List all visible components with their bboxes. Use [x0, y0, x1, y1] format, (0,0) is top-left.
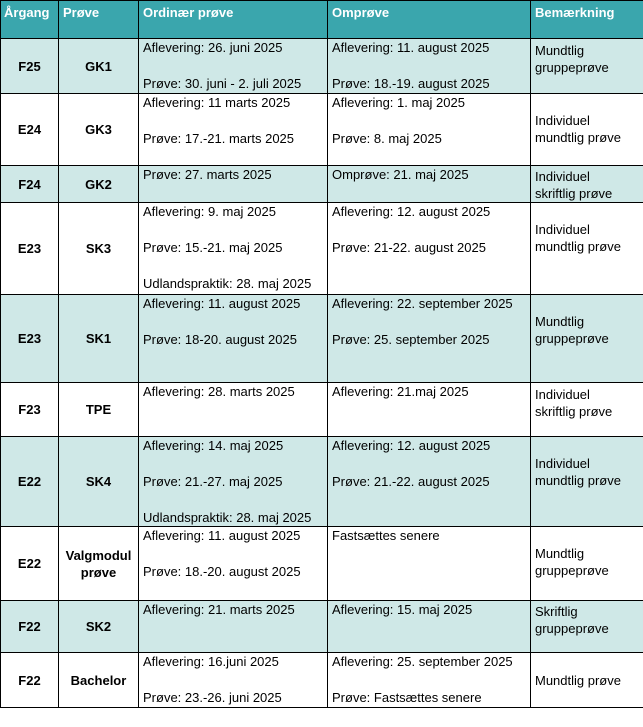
- ordinary-exam-cell: [139, 653, 328, 708]
- ordinary-line: Aflevering: 11. august 2025: [143, 528, 301, 543]
- retake-cell: [328, 295, 531, 383]
- ordinary-line: Udlandspraktik: 28. maj 2025: [143, 276, 312, 291]
- note-line: skriftlig prøve: [535, 404, 613, 419]
- note-line: mundtlig prøve: [535, 473, 621, 488]
- remark-cell: [531, 39, 643, 94]
- ordinary-line: Prøve: 18.-20. august 2025: [143, 564, 301, 579]
- exam-name-line: Valgmodul: [65, 547, 132, 563]
- ordinary-line: Aflevering: 11 marts 2025: [143, 95, 291, 110]
- ordinary-line: Prøve: 15.-21. maj 2025: [143, 240, 283, 255]
- table-row: [1, 295, 643, 383]
- ordinary-line: Prøve: 30. juni - 2. juli 2025: [143, 76, 302, 91]
- ordinary-line: Prøve: 27. marts 2025: [143, 167, 272, 182]
- retake-line: Prøve: 25. september 2025: [332, 332, 490, 347]
- header-cohort: Årgang: [1, 1, 59, 39]
- ordinary-exam-cell: [139, 383, 328, 437]
- remark-cell: [531, 601, 643, 653]
- cohort-cell: F23: [1, 383, 59, 437]
- retake-cell: [328, 39, 531, 94]
- retake-line: Aflevering: 15. maj 2025: [332, 602, 473, 617]
- exam-cell: [59, 94, 139, 166]
- ordinary-exam-cell: [139, 437, 328, 527]
- exam-name-line: prøve: [80, 564, 117, 580]
- exam-cell: [59, 601, 139, 653]
- remark-cell: [531, 295, 643, 383]
- retake-line: Aflevering: 1. maj 2025: [332, 95, 465, 110]
- note-line: mundtlig prøve: [535, 130, 621, 145]
- remark-cell: [531, 383, 643, 437]
- ordinary-exam-cell: [139, 39, 328, 94]
- cohort-cell: E24: [1, 94, 59, 166]
- note-line: Skriftlig: [535, 604, 578, 619]
- remark-cell: [531, 653, 643, 708]
- table-row: [1, 203, 643, 295]
- remark-cell: [531, 527, 643, 601]
- ordinary-line: Aflevering: 11. august 2025: [143, 296, 301, 311]
- exam-cell: [59, 295, 139, 383]
- cohort-cell: F24: [1, 166, 59, 203]
- header-remark: Bemærkning: [531, 1, 643, 39]
- note-line: gruppeprøve: [535, 563, 609, 578]
- retake-line: Fastsættes senere: [332, 528, 440, 543]
- note-line: Mundtlig: [535, 43, 585, 58]
- exam-name-line: SK1: [85, 331, 112, 346]
- exam-name-line: Bachelor: [70, 672, 127, 688]
- ordinary-exam-cell: [139, 203, 328, 295]
- retake-cell: [328, 653, 531, 708]
- retake-cell: [328, 437, 531, 527]
- ordinary-line: Aflevering: 16.juni 2025: [143, 654, 279, 669]
- note-line: Individuel: [535, 169, 590, 184]
- exam-cell: [59, 653, 139, 708]
- cohort-cell: F22: [1, 653, 59, 708]
- remark-cell: [531, 166, 643, 203]
- cohort-cell: F25: [1, 39, 59, 94]
- ordinary-exam-cell: [139, 295, 328, 383]
- exam-cell: [59, 437, 139, 527]
- table-row: [1, 653, 643, 708]
- retake-line: Aflevering: 25. september 2025: [332, 654, 513, 669]
- ordinary-line: Prøve: 23.-26. juni 2025: [143, 690, 282, 705]
- retake-cell: [328, 383, 531, 437]
- retake-line: Prøve: 18.-19. august 2025: [332, 76, 490, 91]
- retake-cell: [328, 601, 531, 653]
- retake-cell: [328, 203, 531, 295]
- exam-name-line: GK3: [85, 122, 112, 137]
- note-line: mundtlig prøve: [535, 239, 621, 254]
- cohort-cell: F22: [1, 601, 59, 653]
- ordinary-line: Prøve: 18-20. august 2025: [143, 332, 297, 347]
- remark-cell: [531, 437, 643, 527]
- note-line: skriftlig prøve: [535, 186, 613, 201]
- exam-name-line: SK3: [85, 241, 112, 256]
- note-line: Mundtlig: [535, 546, 585, 561]
- note-line: Individuel: [535, 456, 590, 471]
- table-row: [1, 601, 643, 653]
- exam-name-line: GK1: [85, 58, 112, 74]
- exam-cell: [59, 383, 139, 437]
- ordinary-exam-cell: [139, 601, 328, 653]
- header-exam: Prøve: [59, 1, 139, 39]
- retake-line: Aflevering: 21.maj 2025: [332, 384, 469, 399]
- ordinary-line: Aflevering: 28. marts 2025: [143, 384, 295, 399]
- exam-cell: [59, 39, 139, 94]
- retake-line: Prøve: 21-22. august 2025: [332, 240, 486, 255]
- remark-cell: [531, 203, 643, 295]
- retake-line: Aflevering: 22. september 2025: [332, 296, 513, 311]
- exam-cell: [59, 203, 139, 295]
- ordinary-line: Aflevering: 14. maj 2025: [143, 438, 284, 453]
- retake-cell: [328, 166, 531, 203]
- table-row: [1, 39, 643, 94]
- header-retake: Omprøve: [328, 1, 531, 39]
- table-header-row: [1, 1, 643, 39]
- ordinary-exam-cell: [139, 94, 328, 166]
- note-line: Mundtlig: [535, 314, 585, 329]
- cohort-cell: E22: [1, 527, 59, 601]
- ordinary-line: Prøve: 21.-27. maj 2025: [143, 474, 283, 489]
- table-row: [1, 437, 643, 527]
- ordinary-line: Aflevering: 9. maj 2025: [143, 204, 276, 219]
- retake-line: Omprøve: 21. maj 2025: [332, 167, 469, 182]
- ordinary-line: Aflevering: 21. marts 2025: [143, 602, 295, 617]
- note-line: gruppeprøve: [535, 60, 609, 75]
- exam-cell: [59, 166, 139, 203]
- header-ordinary-exam: Ordinær prøve: [139, 1, 328, 39]
- table-row: [1, 166, 643, 203]
- retake-line: Aflevering: 12. august 2025: [332, 204, 491, 219]
- retake-line: Prøve: 8. maj 2025: [332, 131, 442, 146]
- exam-name-line: GK2: [85, 176, 112, 192]
- table-row: [1, 94, 643, 166]
- note-line: Individuel: [535, 113, 590, 128]
- retake-cell: [328, 527, 531, 601]
- note-line: Individuel: [535, 387, 590, 402]
- ordinary-line: Aflevering: 26. juni 2025: [143, 40, 283, 55]
- note-line: gruppeprøve: [535, 331, 609, 346]
- note-line: gruppeprøve: [535, 621, 609, 636]
- table-row: [1, 527, 643, 601]
- cohort-cell: E23: [1, 295, 59, 383]
- note-line: Mundtlig prøve: [535, 672, 621, 688]
- remark-cell: [531, 94, 643, 166]
- ordinary-line: Prøve: 17.-21. marts 2025: [143, 131, 295, 146]
- ordinary-line: Udlandspraktik: 28. maj 2025: [143, 510, 312, 525]
- note-line: Individuel: [535, 222, 590, 237]
- retake-line: Aflevering: 11. august 2025: [332, 40, 490, 55]
- ordinary-exam-cell: [139, 166, 328, 203]
- ordinary-exam-cell: [139, 527, 328, 601]
- cohort-cell: E22: [1, 437, 59, 527]
- table-row: [1, 383, 643, 437]
- exam-name-line: TPE: [85, 402, 112, 417]
- retake-line: Aflevering: 12. august 2025: [332, 438, 491, 453]
- exam-name-line: SK2: [85, 619, 112, 634]
- exam-cell: [59, 527, 139, 601]
- retake-cell: [328, 94, 531, 166]
- exam-name-line: SK4: [85, 474, 112, 489]
- retake-line: Prøve: Fastsættes senere: [332, 690, 482, 705]
- retake-line: Prøve: 21.-22. august 2025: [332, 474, 490, 489]
- cohort-cell: E23: [1, 203, 59, 295]
